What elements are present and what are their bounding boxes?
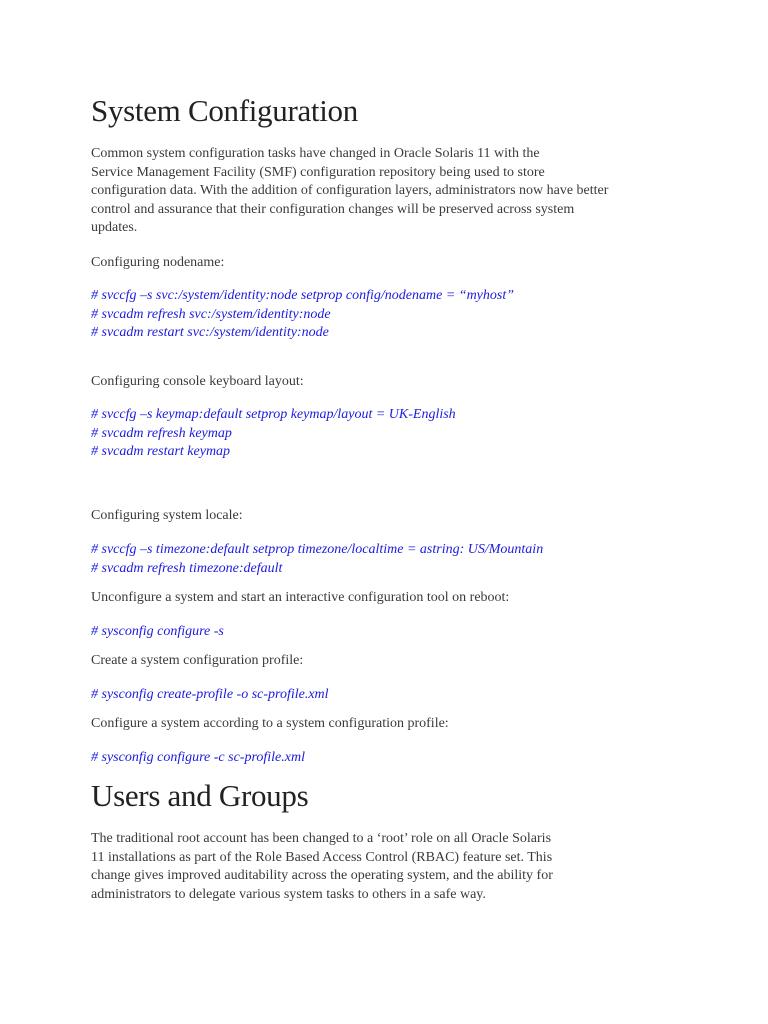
system-config-intro bbox=[91, 145, 681, 238]
nodename-label: Configuring nodename: bbox=[91, 255, 225, 270]
heading-users-and-groups: Users and Groups bbox=[91, 778, 309, 813]
locale-commands bbox=[91, 541, 543, 578]
keyboard-commands bbox=[91, 406, 456, 462]
intro-line: administrators to delegate various system tasks to others in a safe way. bbox=[91, 886, 486, 902]
command-line: # svccfg –s timezone:default setprop timezone/localtime = astring: US/Mountain bbox=[91, 542, 544, 557]
command-line: # svccfg –s keymap:default setprop keymap/layout = UK-English bbox=[91, 407, 456, 422]
locale-label: Configuring system locale: bbox=[91, 508, 243, 523]
command-line: # sysconfig configure -s bbox=[91, 624, 224, 639]
command-line: # svcadm refresh timezone:default bbox=[91, 560, 283, 576]
command-line: # svcadm restart keymap bbox=[91, 444, 231, 460]
intro-line: updates. bbox=[91, 220, 138, 235]
create-profile-label: Create a system configuration profile: bbox=[91, 653, 304, 668]
command-line: # svcadm restart svc:/system/identity:node bbox=[91, 325, 329, 341]
intro-line: control and assurance that their configuration changes will be preserved across system bbox=[91, 201, 575, 217]
command-line: # sysconfig configure -c sc-profile.xml bbox=[91, 750, 305, 765]
command-line: # svccfg –s svc:/system/identity:node setprop config/nodename = “myhost” bbox=[91, 288, 515, 303]
apply-profile-label: Configure a system according to a system configuration profile: bbox=[91, 716, 449, 731]
users-groups-intro bbox=[91, 830, 681, 904]
create-profile-commands bbox=[91, 686, 329, 705]
intro-line: 11 installations as part of the Role Based Access Control (RBAC) feature set. This bbox=[91, 849, 553, 865]
command-line: # svcadm refresh keymap bbox=[91, 425, 232, 441]
command-line: # svcadm refresh svc:/system/identity:node bbox=[91, 306, 331, 322]
intro-line: Common system configuration tasks have changed in Oracle Solaris 11 with the bbox=[91, 146, 540, 161]
heading-system-configuration: System Configuration bbox=[91, 93, 358, 128]
nodename-commands bbox=[91, 287, 514, 343]
intro-line: Service Management Facility (SMF) configuration repository being used to store bbox=[91, 164, 545, 180]
intro-line: The traditional root account has been changed to a ‘root’ role on all Oracle Solaris bbox=[91, 831, 552, 846]
intro-line: configuration data. With the addition of configuration layers, administrators now have better bbox=[91, 183, 609, 198]
command-line: # sysconfig create-profile -o sc-profile.xml bbox=[91, 687, 329, 702]
apply-profile-commands bbox=[91, 749, 305, 768]
unconfigure-commands bbox=[91, 623, 224, 642]
unconfigure-label: Unconfigure a system and start an interactive configuration tool on reboot: bbox=[91, 590, 510, 605]
intro-line: change gives improved auditability across the operating system, and the ability for bbox=[91, 868, 553, 883]
keyboard-label: Configuring console keyboard layout: bbox=[91, 374, 304, 389]
